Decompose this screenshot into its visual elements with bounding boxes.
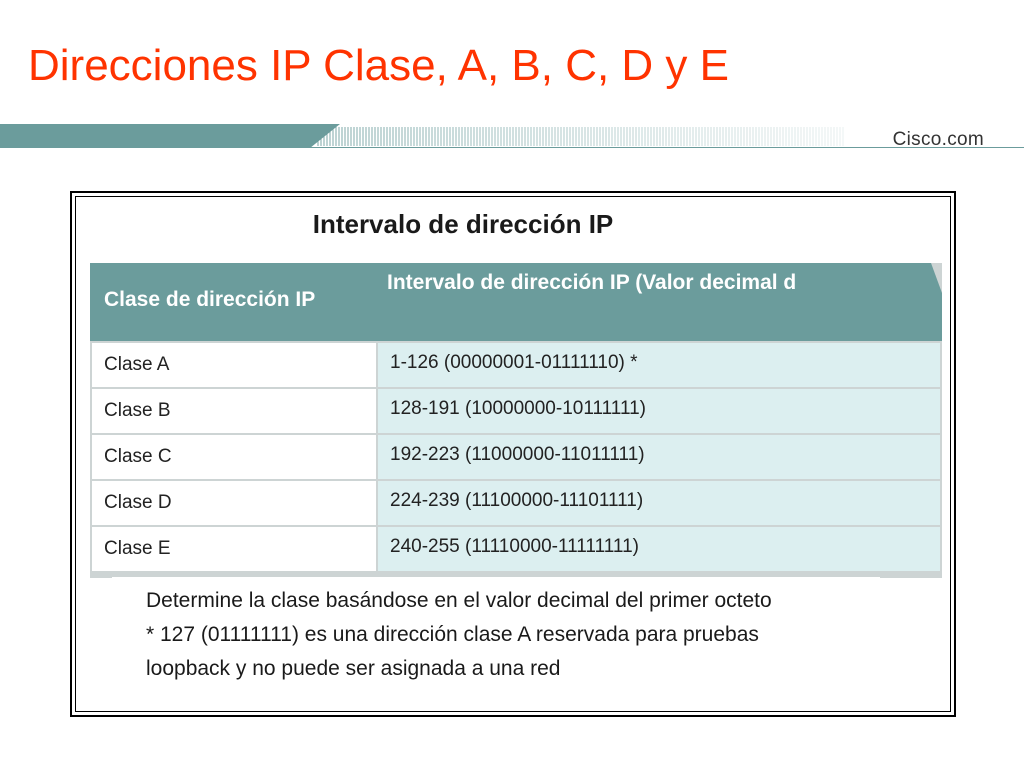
header-range-column: Intervalo de dirección IP (Valor decimal d [387,271,797,294]
ip-class-table [90,263,942,578]
note-line: * 127 (01111111) es una dirección clase A reservada para pruebas [146,623,759,646]
range-cell: 240-255 (11110000-11111111) [378,527,940,571]
note-line: loopback y no puede ser asignada a una red [146,657,561,680]
note-box [112,577,880,705]
class-cell: Clase A [92,343,376,387]
table-image-frame [70,191,956,717]
class-cell: Clase D [92,481,376,525]
class-cell: Clase C [92,435,376,479]
class-cell: Clase B [92,389,376,433]
table-row-clase-b [92,389,940,433]
range-cell: 192-223 (11000000-11011111) [378,435,940,479]
brand-bar [0,124,1024,148]
table-row-clase-d [92,481,940,525]
table-row-clase-a [92,343,940,387]
table-row-clase-c [92,435,940,479]
table-row-clase-e [92,527,940,571]
brand-bar-graphic [0,124,1024,148]
header-class-column: Clase de dirección IP [104,288,316,311]
table-title: Intervalo de dirección IP [312,209,614,239]
range-cell: 128-191 (10000000-10111111) [378,389,940,433]
cisco-logo-text: Cisco.com [892,129,984,150]
range-cell: 224-239 (11100000-11101111) [378,481,940,525]
note-line: Determine la clase basándose en el valor decimal del primer octeto [146,589,772,612]
slide-title: Direcciones IP Clase, A, B, C, D y E [28,41,729,90]
range-cell: 1-126 (00000001-01111110) * [378,343,940,387]
class-cell: Clase E [92,527,376,571]
